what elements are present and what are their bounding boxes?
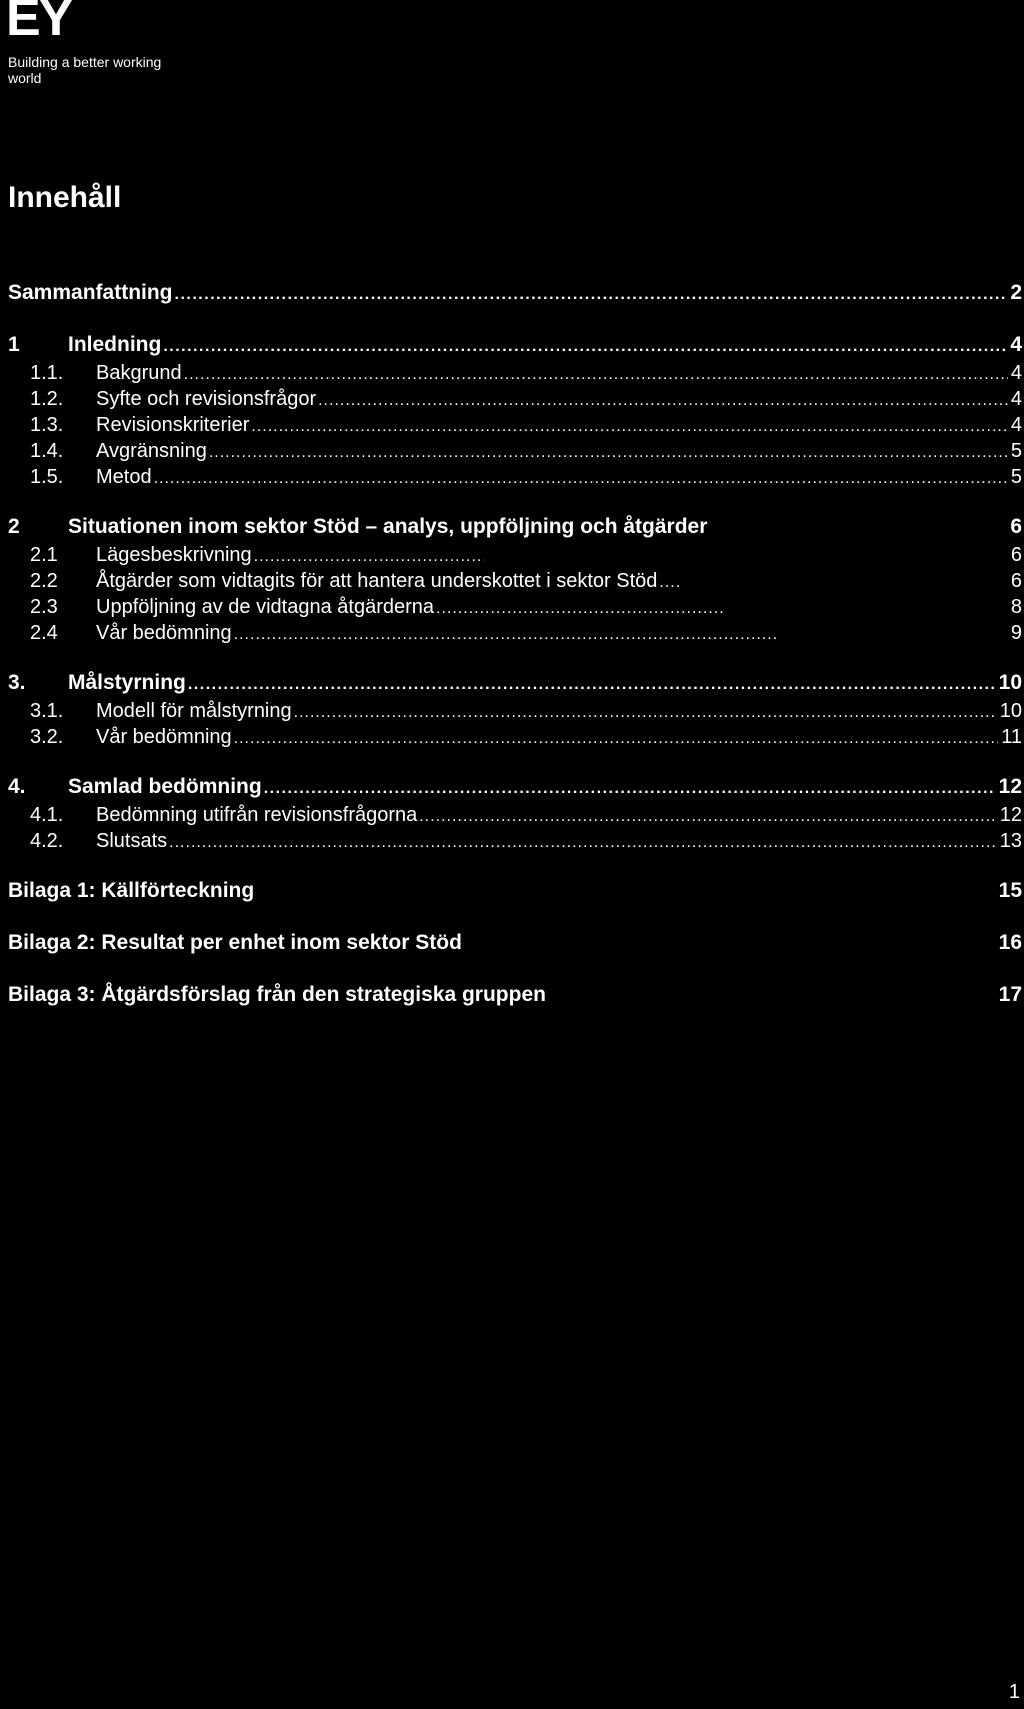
toc-entry-section-2[interactable] <box>8 512 1022 542</box>
toc-entry-title: Revisionskriterier <box>96 414 250 436</box>
toc-entry-number: 1.5. <box>30 466 64 488</box>
toc-entry-section-1-5[interactable] <box>8 464 1022 490</box>
toc-leader <box>234 622 776 648</box>
toc-entry-number: 4. <box>8 775 26 798</box>
toc-leader <box>254 544 484 570</box>
toc-leader <box>163 332 1007 362</box>
toc-entry-title: Samlad bedömning <box>68 775 262 798</box>
toc-leader <box>251 414 1008 440</box>
toc-entry-sammanfattning[interactable] <box>8 278 1022 308</box>
toc-entry-title: Målstyrning <box>68 671 186 694</box>
toc-entry-page: 4 <box>1010 333 1022 356</box>
toc-entry-page: 4 <box>1010 414 1022 436</box>
toc-entry-number: 1 <box>8 333 20 356</box>
toc-entry-number: 1.3. <box>30 414 64 436</box>
toc-entry-section-3[interactable] <box>8 668 1022 698</box>
toc-entry-page: 4 <box>1010 388 1022 410</box>
toc-entry-page: 10 <box>999 700 1022 722</box>
toc-entry-title: Metod <box>96 466 152 488</box>
toc-entry-page: 6 <box>1010 570 1022 592</box>
toc-entry-number: 3.2. <box>30 726 64 748</box>
toc-entry-title: Lägesbeskrivning <box>96 544 252 566</box>
toc-entry-title: Uppföljning av de vidtagna åtgärderna <box>96 596 435 618</box>
toc-entry-section-3-2[interactable] <box>8 724 1022 750</box>
toc-leader <box>175 280 1008 310</box>
toc-entry-number: 2.4 <box>30 622 58 644</box>
toc-entry-page: 9 <box>1010 622 1022 644</box>
toc-entry-title: Slutsats <box>96 830 168 852</box>
toc-entry-page: 17 <box>998 983 1022 1006</box>
toc-leader <box>318 388 1008 414</box>
toc-entry-page: 6 <box>1010 544 1022 566</box>
toc-leader <box>154 466 1008 492</box>
toc-entry-page: 6 <box>1010 515 1022 538</box>
toc-entry-page: 5 <box>1010 440 1022 462</box>
toc-entry-number: 2.2 <box>30 570 58 592</box>
ey-logo-mark: EY <box>6 0 72 47</box>
toc-entry-section-1-3[interactable] <box>8 412 1022 438</box>
toc-entry-page: 10 <box>998 671 1022 694</box>
toc-entry-section-2-3[interactable] <box>8 594 1022 620</box>
toc-entry-page: 13 <box>999 830 1022 852</box>
toc-leader <box>188 670 996 700</box>
toc-entry-title: Bilaga 1: Källförteckning <box>8 879 255 902</box>
toc-entry-number: 1.1. <box>30 362 64 384</box>
toc-entry-number: 2.1 <box>30 544 58 566</box>
toc-entry-section-1-4[interactable] <box>8 438 1022 464</box>
toc-entry-title: Vår bedömning <box>96 726 232 748</box>
ey-logo <box>6 0 168 86</box>
toc-entry-section-2-1[interactable] <box>8 542 1022 568</box>
toc-leader <box>436 596 726 622</box>
toc-entry-page: 8 <box>1010 596 1022 618</box>
toc-entry-section-4[interactable] <box>8 772 1022 802</box>
toc-entry-bilaga-3[interactable] <box>8 980 1022 1010</box>
toc-entry-page: 12 <box>999 804 1022 826</box>
toc-entry-title: Åtgärder som vidtagits för att hantera underskottet i sektor Stöd <box>96 570 658 592</box>
toc-entry-number: 2 <box>8 515 20 538</box>
toc-leader <box>264 774 996 804</box>
toc-leader <box>184 362 1008 388</box>
toc-entry-title: Avgränsning <box>96 440 207 462</box>
toc-leader <box>419 804 996 830</box>
toc-entry-page: 16 <box>998 931 1022 954</box>
toc-leader <box>209 440 1008 466</box>
toc-entry-number: 4.1. <box>30 804 64 826</box>
toc-leader <box>294 700 997 726</box>
toc-entry-title: Vår bedömning <box>96 622 232 644</box>
page-number: 1 <box>1008 1681 1020 1703</box>
logo-tagline: Building a better working world <box>8 54 162 86</box>
toc-entry-title: Bakgrund <box>96 362 182 384</box>
toc-entry-page: 2 <box>1010 281 1022 304</box>
toc-entry-number: 2.3 <box>30 596 58 618</box>
toc-entry-number: 3.1. <box>30 700 64 722</box>
toc-entry-section-4-2[interactable] <box>8 828 1022 854</box>
toc-entry-page: 12 <box>998 775 1022 798</box>
toc-entry-title: Bilaga 2: Resultat per enhet inom sektor Stöd <box>8 931 462 954</box>
toc-entry-section-2-4[interactable] <box>8 620 1022 646</box>
toc-entry-bilaga-1[interactable] <box>8 876 1022 906</box>
toc-entry-title: Situationen inom sektor Stöd – analys, uppföljning och åtgärder <box>68 515 708 538</box>
toc-entry-bilaga-2[interactable] <box>8 928 1022 958</box>
toc-entry-section-2-2[interactable] <box>8 568 1022 594</box>
toc-entry-section-3-1[interactable] <box>8 698 1022 724</box>
toc-leader <box>234 726 999 752</box>
toc-entry-page: 11 <box>1001 726 1022 748</box>
toc-leader <box>169 830 997 856</box>
toc-entry-number: 3. <box>8 671 26 694</box>
toc-entry-page: 5 <box>1010 466 1022 488</box>
toc-entry-section-1-2[interactable] <box>8 386 1022 412</box>
toc-entry-number: 1.2. <box>30 388 64 410</box>
toc-entry-page: 4 <box>1010 362 1022 384</box>
toc-entry-number: 1.4. <box>30 440 64 462</box>
toc-entry-title: Syfte och revisionsfrågor <box>96 388 317 410</box>
toc-leader <box>659 570 681 596</box>
toc-entry-section-1[interactable] <box>8 330 1022 360</box>
toc-entry-title: Modell för målstyrning <box>96 700 292 722</box>
toc-entry-section-1-1[interactable] <box>8 360 1022 386</box>
toc-entry-number: 4.2. <box>30 830 64 852</box>
toc-heading: Innehåll <box>8 181 122 214</box>
toc-entry-title: Bilaga 3: Åtgärdsförslag från den strategiska gruppen <box>8 983 546 1006</box>
toc-entry-page: 15 <box>998 879 1022 902</box>
toc-entry-title: Inledning <box>68 333 162 356</box>
toc-entry-section-4-1[interactable] <box>8 802 1022 828</box>
toc-entry-title: Sammanfattning <box>8 281 173 304</box>
toc-entry-title: Bedömning utifrån revisionsfrågorna <box>96 804 418 826</box>
table-of-contents <box>8 278 1022 1010</box>
